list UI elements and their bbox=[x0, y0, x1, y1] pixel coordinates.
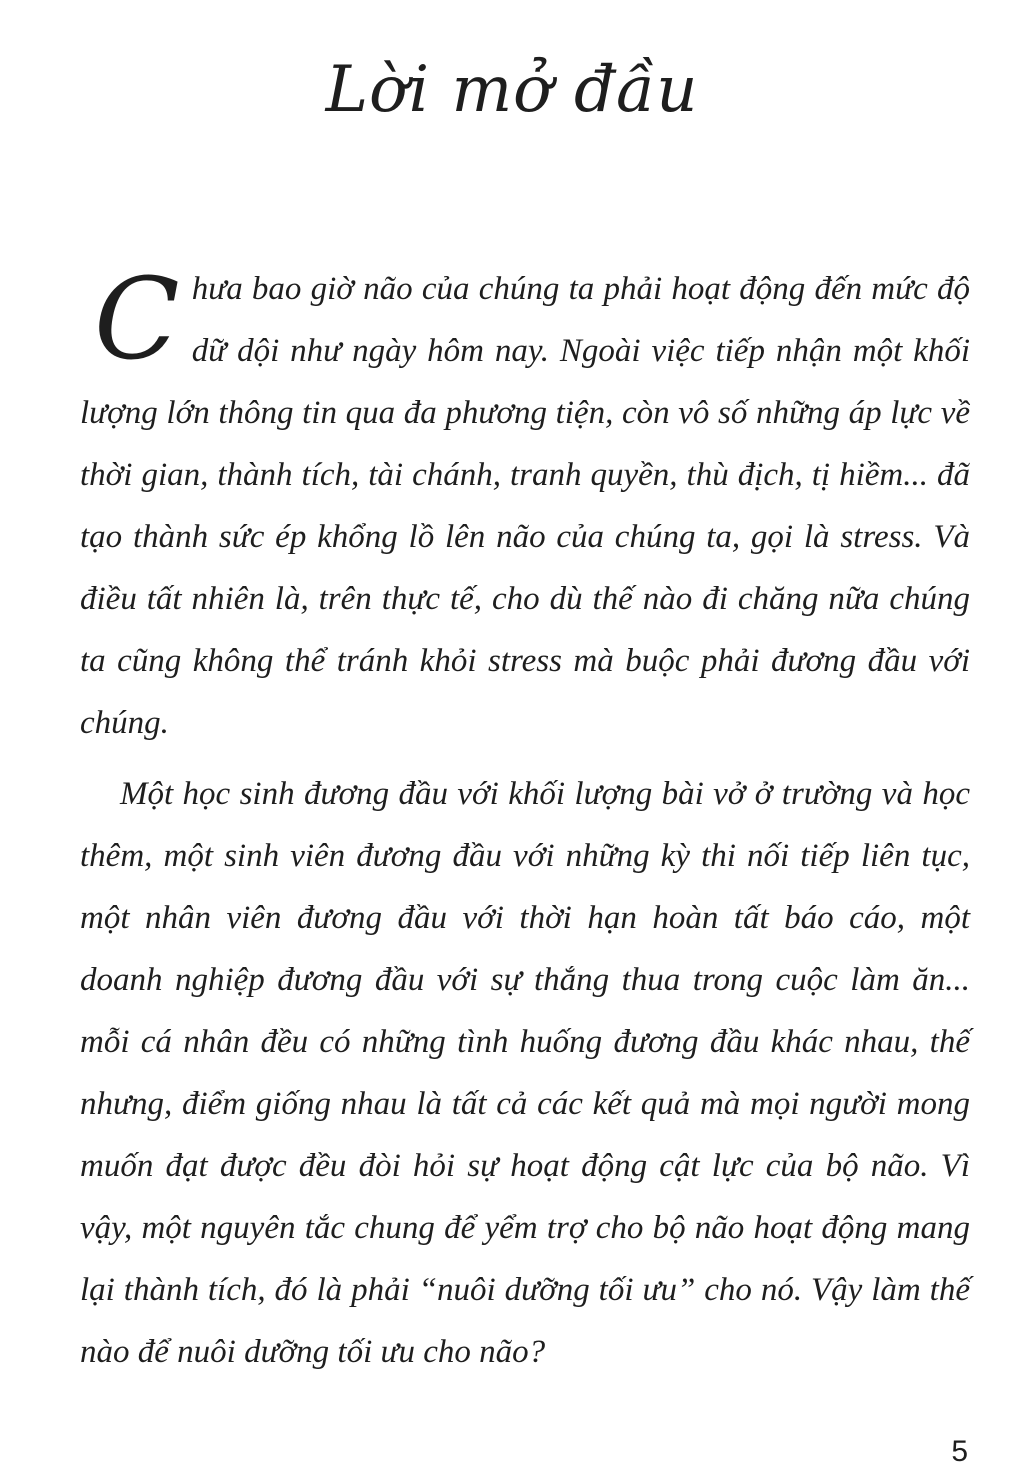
drop-cap: C bbox=[94, 255, 180, 385]
body-text bbox=[80, 255, 970, 1383]
paragraph-1-text: hưa bao giờ não của chúng ta phải hoạt động đến mức độ dữ dội như ngày hôm nay. Ngoài việc tiếp nhận một khối lượng lớn thông tin qua đa phương tiện, còn vô số những áp lực về thời gian, thành tích, tài chánh, tranh quyền, thù địch, tị hiềm... đã tạo thành sức ép khổng lồ lên não của chúng ta, gọi là stress. Và điều tất nhiên là, trên thực tế, cho dù thế nào đi chăng nữa chúng ta cũng không thể tránh khỏi stress mà buộc phải đương đầu với chúng. bbox=[80, 271, 970, 741]
chapter-title: Lời mở đầu bbox=[325, 53, 699, 127]
page-number: 5 bbox=[951, 1435, 968, 1468]
paragraph-1 bbox=[80, 255, 970, 754]
paragraph-2: Một học sinh đương đầu với khối lượng bài vở ở trường và học thêm, một sinh viên đương đầu với những kỳ thi nối tiếp liên tục, một nhân viên đương đầu với thời hạn hoàn tất báo cáo, một doanh nghiệp đương đầu với sự thắng thua trong cuộc làm ăn... mỗi cá nhân đều có những tình huống đương đầu khác nhau, thế nhưng, điểm giống nhau là tất cả các kết quả mà mọi người mong muốn đạt được đều đòi hỏi sự hoạt động cật lực của bộ não. Vì vậy, một nguyên tắc chung để yểm trợ cho bộ não hoạt động mang lại thành tích, đó là phải “nuôi dưỡng tối ưu” cho nó. Vậy làm thế nào để nuôi dưỡng tối ưu cho não? bbox=[80, 776, 970, 1370]
